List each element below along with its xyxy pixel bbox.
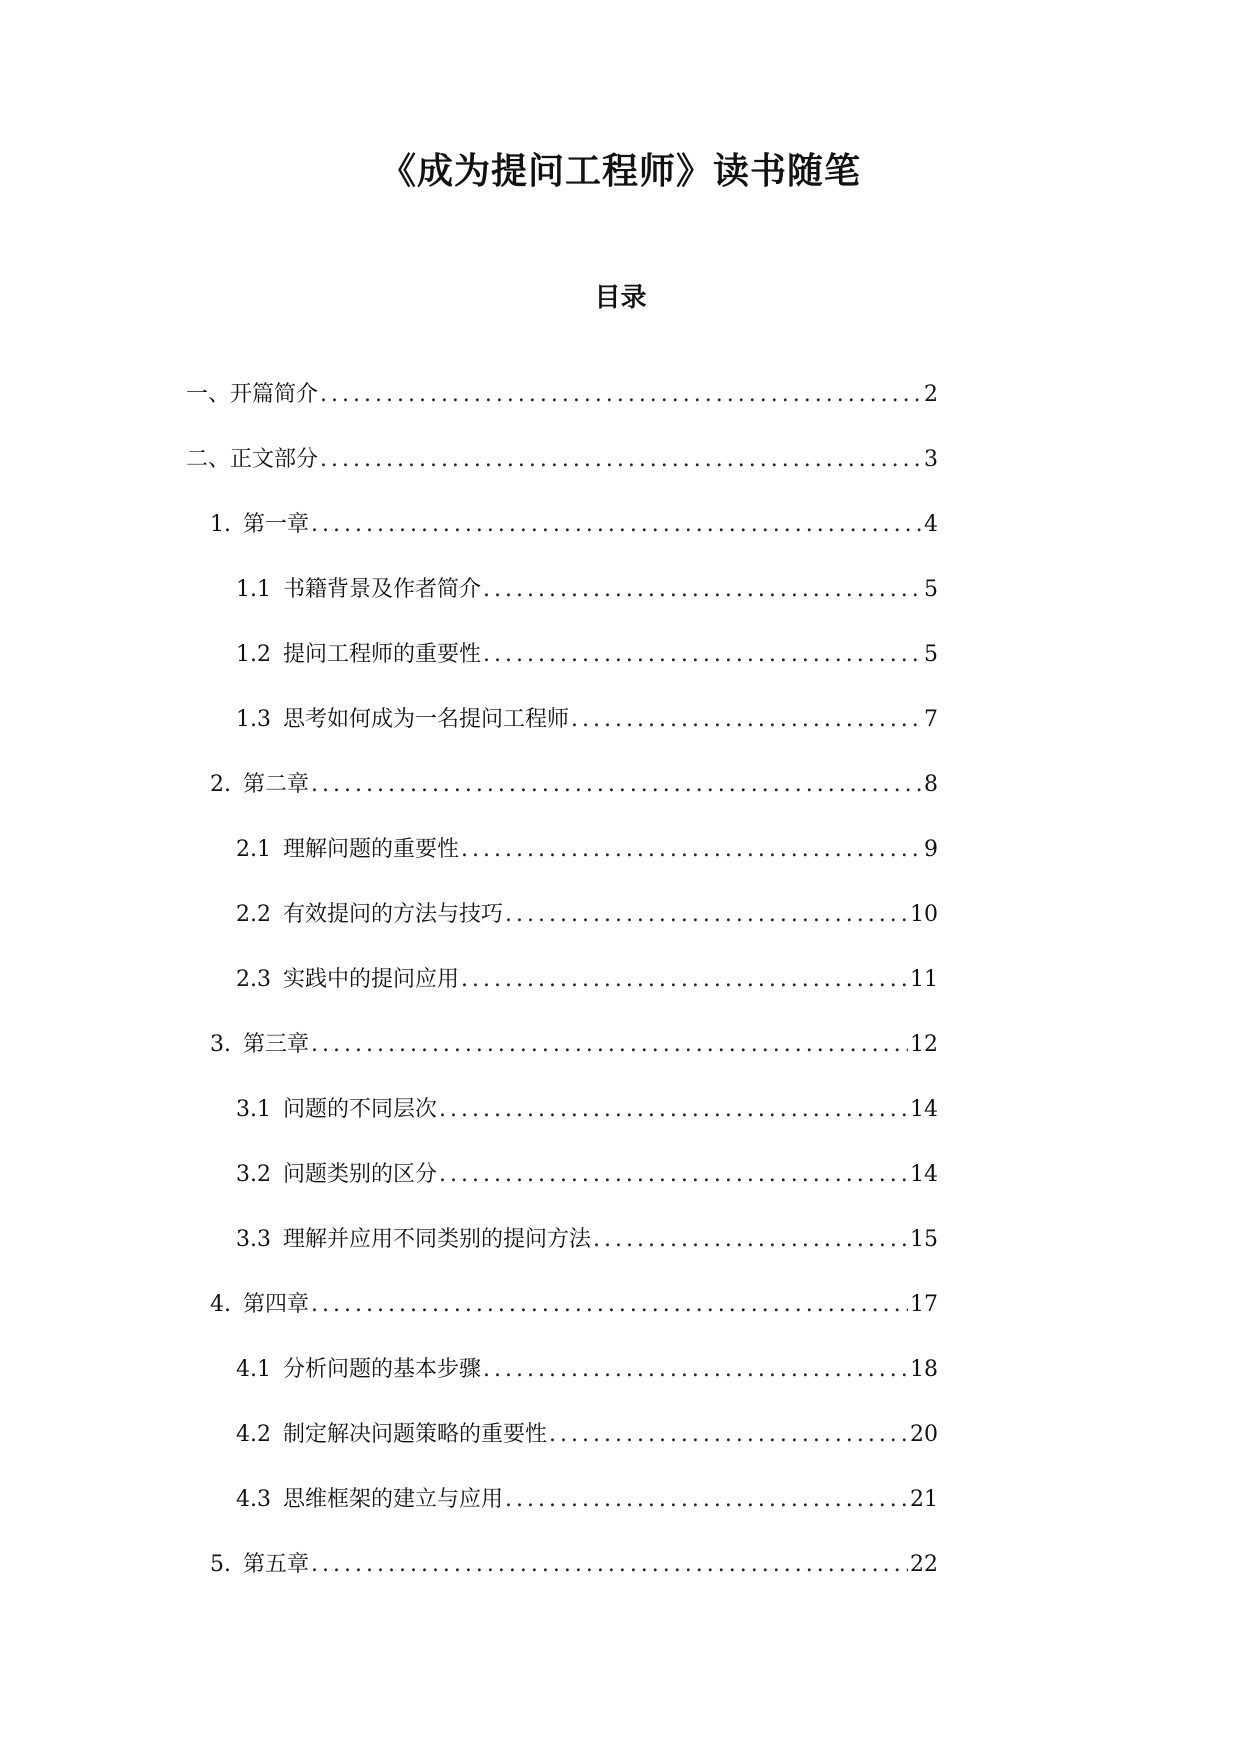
toc-page-number: 14 <box>910 1162 938 1187</box>
toc-entry[interactable] <box>0 575 1241 640</box>
toc-entry-number: 3.1 <box>236 1097 271 1122</box>
toc-page-number: 2 <box>924 382 938 407</box>
table-of-contents <box>0 380 1241 1615</box>
toc-heading: 目录 <box>594 283 647 313</box>
toc-dot-leader <box>483 640 922 670</box>
toc-dot-leader <box>461 835 922 865</box>
toc-dot-leader <box>439 1160 908 1190</box>
toc-entry-label: 思考如何成为一名提问工程师 <box>283 707 570 732</box>
toc-entry-label: 思维框架的建立与应用 <box>283 1487 504 1512</box>
toc-page-number: 4 <box>924 512 938 537</box>
toc-dot-leader <box>311 510 922 540</box>
toc-entry-label: 第五章 <box>243 1552 310 1577</box>
toc-entry-number: 1.2 <box>236 642 271 667</box>
toc-dot-leader <box>461 965 908 995</box>
toc-dot-leader <box>505 1485 908 1515</box>
toc-entry-label: 书籍背景及作者简介 <box>283 577 482 602</box>
toc-dot-leader <box>505 900 908 930</box>
toc-page-number: 8 <box>924 772 938 797</box>
toc-dot-leader <box>483 1355 908 1385</box>
toc-entry-label: 第四章 <box>243 1292 310 1317</box>
toc-entry[interactable] <box>0 900 1241 965</box>
toc-entry-label: 第三章 <box>243 1032 310 1057</box>
toc-page-number: 21 <box>910 1487 938 1512</box>
toc-dot-leader <box>483 575 922 605</box>
toc-dot-leader <box>439 1095 908 1125</box>
toc-page-number: 3 <box>924 447 938 472</box>
toc-entry[interactable] <box>0 1095 1241 1160</box>
toc-entry-number: 3.3 <box>236 1227 271 1252</box>
toc-page-number: 20 <box>910 1422 938 1447</box>
toc-entry-number: 2.2 <box>236 902 271 927</box>
toc-page-number: 5 <box>924 577 938 602</box>
toc-entry[interactable] <box>0 965 1241 1030</box>
toc-entry[interactable] <box>0 1225 1241 1290</box>
toc-entry-number: 4.2 <box>236 1422 271 1447</box>
toc-page-number: 22 <box>910 1552 938 1577</box>
toc-entry[interactable] <box>0 510 1241 575</box>
toc-entry-label: 问题类别的区分 <box>283 1162 438 1187</box>
toc-entry[interactable] <box>0 770 1241 835</box>
toc-page-number: 9 <box>924 837 938 862</box>
toc-entry-label: 有效提问的方法与技巧 <box>283 902 504 927</box>
toc-entry[interactable] <box>0 1420 1241 1485</box>
toc-entry[interactable] <box>0 445 1241 510</box>
toc-dot-leader <box>320 380 922 410</box>
toc-page-number: 17 <box>910 1292 938 1317</box>
toc-page-number: 15 <box>910 1227 938 1252</box>
toc-entry-number: 1.3 <box>236 707 271 732</box>
toc-entry[interactable] <box>0 1355 1241 1420</box>
toc-entry-label: 理解并应用不同类别的提问方法 <box>283 1227 592 1252</box>
toc-entry[interactable] <box>0 380 1241 445</box>
toc-dot-leader <box>311 1030 908 1060</box>
toc-entry-number: 4.1 <box>236 1357 271 1382</box>
toc-dot-leader <box>571 705 922 735</box>
toc-entry[interactable] <box>0 1290 1241 1355</box>
toc-page-number: 11 <box>910 967 938 992</box>
toc-page-number: 18 <box>910 1357 938 1382</box>
toc-page-number: 10 <box>910 902 938 927</box>
toc-entry-label: 二、正文部分 <box>186 447 319 472</box>
toc-entry-number: 3.2 <box>236 1162 271 1187</box>
toc-entry[interactable] <box>0 1550 1241 1615</box>
toc-entry-label: 一、开篇简介 <box>186 382 319 407</box>
toc-dot-leader <box>311 1290 908 1320</box>
toc-entry-number: 1. <box>210 512 231 537</box>
toc-entry[interactable] <box>0 705 1241 770</box>
toc-dot-leader <box>549 1420 908 1450</box>
toc-entry-number: 1.1 <box>236 577 271 602</box>
toc-entry-label: 实践中的提问应用 <box>283 967 460 992</box>
toc-entry-label: 第二章 <box>243 772 310 797</box>
toc-dot-leader <box>320 445 922 475</box>
toc-entry[interactable] <box>0 1030 1241 1095</box>
toc-dot-leader <box>311 770 922 800</box>
toc-entry-number: 4.3 <box>236 1487 271 1512</box>
toc-entry-label: 问题的不同层次 <box>283 1097 438 1122</box>
toc-entry[interactable] <box>0 835 1241 900</box>
toc-entry-label: 分析问题的基本步骤 <box>283 1357 482 1382</box>
toc-entry-number: 2. <box>210 772 231 797</box>
toc-entry-number: 4. <box>210 1292 231 1317</box>
toc-dot-leader <box>593 1225 908 1255</box>
toc-entry[interactable] <box>0 1160 1241 1225</box>
toc-entry-label: 第一章 <box>243 512 310 537</box>
toc-entry-number: 2.3 <box>236 967 271 992</box>
toc-entry-label: 制定解决问题策略的重要性 <box>283 1422 548 1447</box>
toc-entry[interactable] <box>0 1485 1241 1550</box>
toc-page-number: 5 <box>924 642 938 667</box>
toc-entry-number: 5. <box>210 1552 231 1577</box>
toc-page-number: 12 <box>910 1032 938 1057</box>
toc-page-number: 14 <box>910 1097 938 1122</box>
document-title: 《成为提问工程师》读书随笔 <box>379 151 861 192</box>
toc-page-number: 7 <box>924 707 938 732</box>
toc-entry-label: 提问工程师的重要性 <box>283 642 482 667</box>
toc-entry-number: 3. <box>210 1032 231 1057</box>
toc-entry[interactable] <box>0 640 1241 705</box>
toc-dot-leader <box>311 1550 908 1580</box>
toc-entry-number: 2.1 <box>236 837 271 862</box>
toc-entry-label: 理解问题的重要性 <box>283 837 460 862</box>
